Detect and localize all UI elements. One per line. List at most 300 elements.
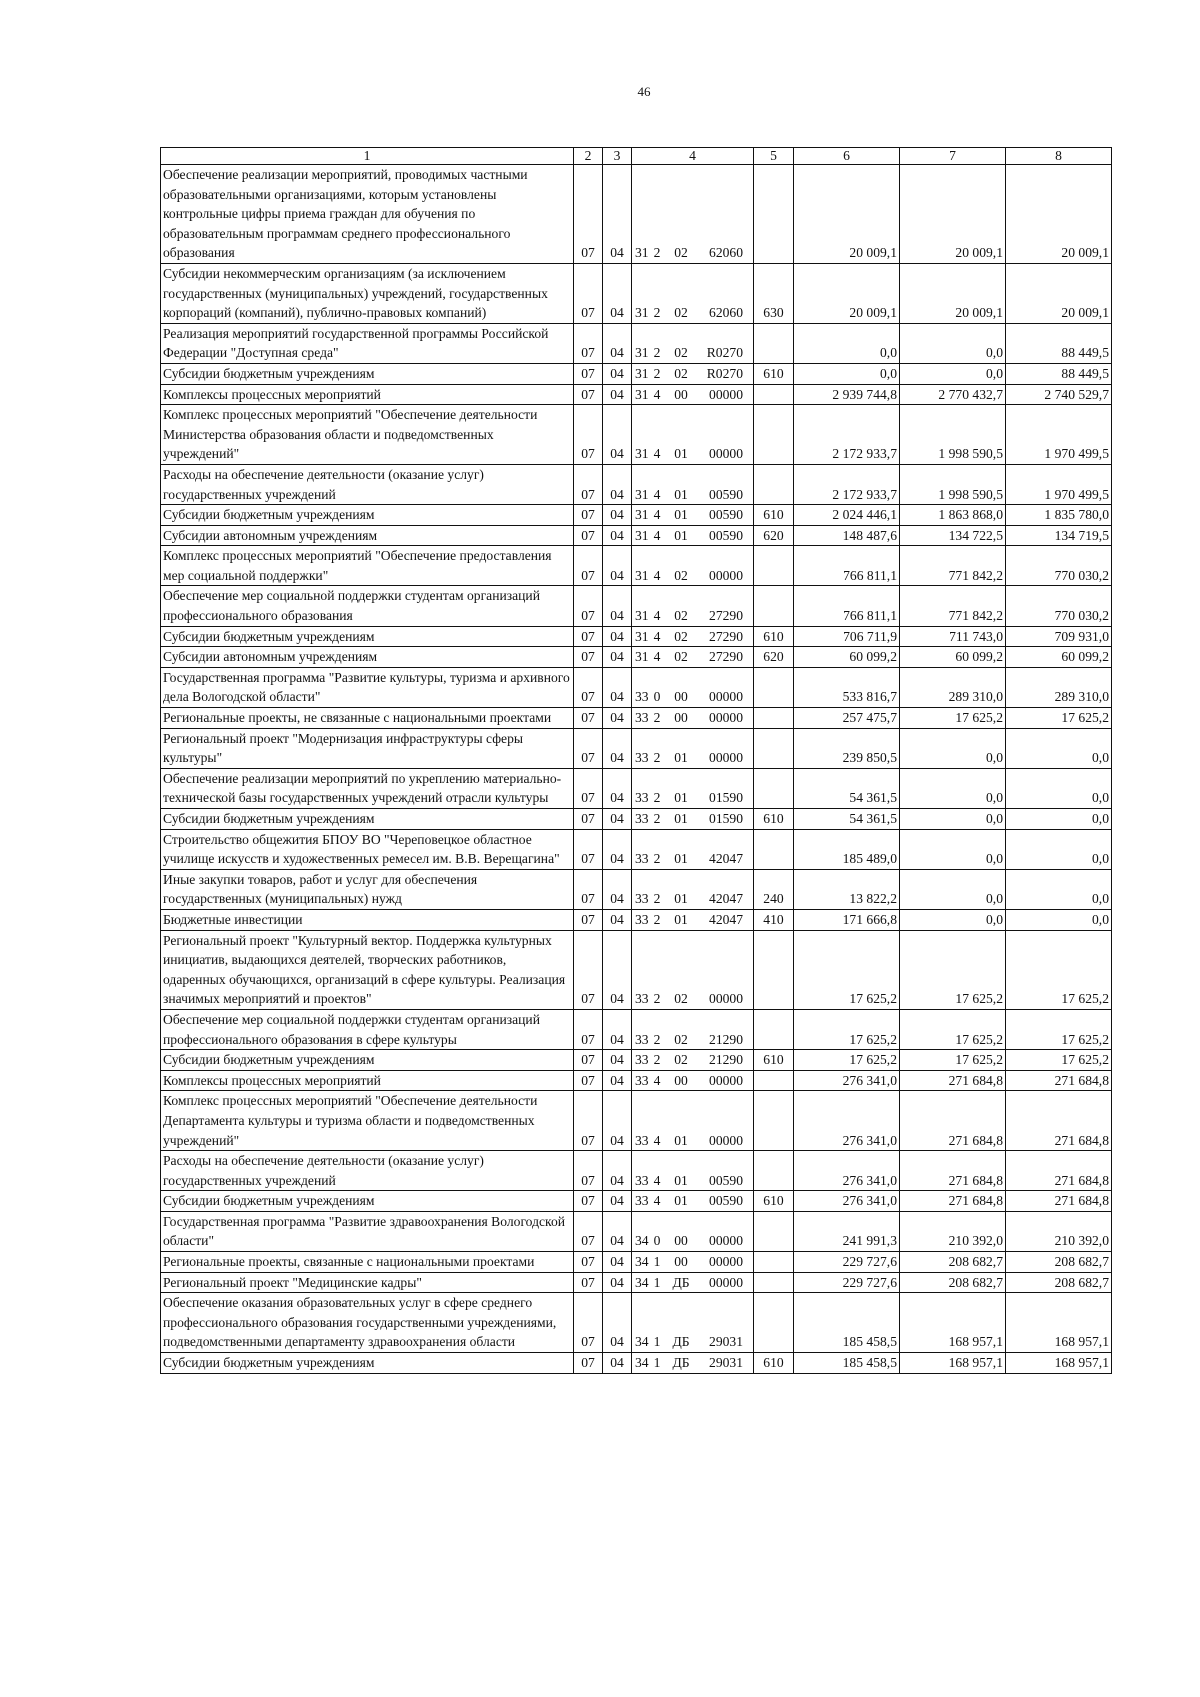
csr-program: 33 [635,1193,649,1209]
csr-type: 2 [653,365,661,381]
table-row [161,1191,1112,1212]
row-amount-7: 168 957,1 [900,1293,1006,1353]
row-subsection: 04 [603,546,632,586]
table-row [161,1009,1112,1049]
row-name: Обеспечение реализации мероприятий по укреплению материально-технической базы государственных учреждений отрасли культуры [161,768,574,808]
csr-sub: 01 [674,911,688,927]
row-target-article [632,1091,754,1151]
row-expense-type [754,1070,794,1091]
csr-direction: 42047 [709,851,743,867]
header-col-7: 7 [900,148,1006,165]
row-section: 07 [574,1009,603,1049]
row-subsection: 04 [603,930,632,1009]
csr-sub: 01 [674,507,688,523]
row-subsection: 04 [603,768,632,808]
csr-sub: 02 [674,649,688,665]
csr-program: 31 [635,365,649,381]
row-amount-7: 0,0 [900,909,1006,930]
row-target-article [632,1272,754,1293]
row-amount-8: 0,0 [1006,728,1112,768]
csr-program: 33 [635,1172,649,1188]
csr-program: 33 [635,991,649,1007]
row-amount-8: 88 449,5 [1006,323,1112,363]
row-name: Строительство общежития БПОУ ВО "Череповецкое областное училище искусств и художественных ремесел им. В.В. Верещагина" [161,829,574,869]
csr-type: 4 [653,608,661,624]
row-amount-8: 1 970 499,5 [1006,405,1112,465]
row-amount-7: 17 625,2 [900,1009,1006,1049]
csr-direction: 00000 [709,1274,743,1290]
row-name: Субсидии некоммерческим организациям (за исключением государственных (муниципальных) учреждений, государственных корпораций (компаний), публично-правовых компаний) [161,263,574,323]
row-name: Обеспечение реализации мероприятий, проводимых частными образовательными организациями, которым установлены контрольные цифры приема граждан для обучения по образовательным программам среднего профессионального образования [161,165,574,264]
csr-type: 1 [653,1274,661,1290]
csr-direction: 21290 [709,1031,743,1047]
row-amount-7: 208 682,7 [900,1272,1006,1293]
csr-type: 2 [653,851,661,867]
csr-direction: R0270 [706,365,743,381]
table-row [161,1252,1112,1273]
csr-program: 31 [635,649,649,665]
row-section: 07 [574,647,603,668]
row-amount-8: 0,0 [1006,809,1112,830]
csr-sub: 01 [674,486,688,502]
row-amount-7: 771 842,2 [900,546,1006,586]
table-row [161,405,1112,465]
table-row [161,1293,1112,1353]
table-row [161,586,1112,626]
csr-program: 34 [635,1274,649,1290]
csr-sub: 01 [674,1193,688,1209]
table-row [161,809,1112,830]
table-row [161,384,1112,405]
csr-sub: 02 [674,1052,688,1068]
row-target-article [632,1070,754,1091]
row-amount-6: 2 172 933,7 [794,405,900,465]
row-amount-6: 185 458,5 [794,1353,900,1374]
row-amount-8: 208 682,7 [1006,1272,1112,1293]
row-name: Региональный проект "Модернизация инфраструктуры сферы культуры" [161,728,574,768]
row-target-article [632,586,754,626]
csr-sub: 00 [674,710,688,726]
budget-table [160,147,1112,1374]
csr-type: 2 [653,750,661,766]
row-subsection: 04 [603,667,632,707]
csr-sub: 02 [674,345,688,361]
row-amount-8: 289 310,0 [1006,667,1112,707]
csr-direction: 29031 [709,1334,743,1350]
row-name: Бюджетные инвестиции [161,909,574,930]
row-amount-8: 60 099,2 [1006,647,1112,668]
table-row [161,1070,1112,1091]
row-section: 07 [574,586,603,626]
row-expense-type: 240 [754,869,794,909]
row-amount-7: 271 684,8 [900,1191,1006,1212]
table-row [161,626,1112,647]
csr-type: 2 [653,1031,661,1047]
row-target-article [632,505,754,526]
csr-direction: 62060 [709,245,743,261]
csr-sub: 02 [674,608,688,624]
header-col-4: 4 [632,148,754,165]
row-amount-6: 229 727,6 [794,1252,900,1273]
row-section: 07 [574,1050,603,1071]
csr-direction: 00590 [709,527,743,543]
csr-program: 34 [635,1233,649,1249]
csr-sub: ДБ [672,1355,690,1371]
row-name: Комплекс процессных мероприятий "Обеспечение предоставления мер социальной поддержки" [161,546,574,586]
row-amount-6: 239 850,5 [794,728,900,768]
csr-sub: ДБ [672,1334,690,1350]
csr-program: 34 [635,1355,649,1371]
row-section: 07 [574,1070,603,1091]
page-number: 46 [637,84,651,99]
row-expense-type [754,829,794,869]
row-amount-8: 208 682,7 [1006,1252,1112,1273]
page-number-wrapper [0,84,1200,100]
header-col-6: 6 [794,148,900,165]
table-row [161,1151,1112,1191]
csr-program: 33 [635,790,649,806]
row-amount-7: 0,0 [900,363,1006,384]
table-row [161,647,1112,668]
csr-program: 31 [635,486,649,502]
row-section: 07 [574,546,603,586]
row-amount-8: 1 970 499,5 [1006,464,1112,504]
row-amount-6: 148 487,6 [794,525,900,546]
row-target-article [632,809,754,830]
csr-direction: 00000 [709,1072,743,1088]
row-expense-type [754,1091,794,1151]
row-amount-6: 54 361,5 [794,809,900,830]
row-section: 07 [574,1252,603,1273]
csr-program: 33 [635,1072,649,1088]
row-name: Обеспечение мер социальной поддержки студентам организаций профессионального образования в сфере культуры [161,1009,574,1049]
header-col-8: 8 [1006,148,1112,165]
row-section: 07 [574,1191,603,1212]
csr-sub: 01 [674,790,688,806]
row-name: Комплекс процессных мероприятий "Обеспечение деятельности Министерства образования области и подведомственных учреждений" [161,405,574,465]
row-name: Расходы на обеспечение деятельности (оказание услуг) государственных учреждений [161,1151,574,1191]
row-name: Иные закупки товаров, работ и услуг для обеспечения государственных (муниципальных) нужд [161,869,574,909]
csr-program: 31 [635,446,649,462]
row-subsection: 04 [603,1211,632,1251]
row-target-article [632,829,754,869]
row-section: 07 [574,728,603,768]
header-col-3: 3 [603,148,632,165]
header-row [161,148,1112,165]
row-subsection: 04 [603,1191,632,1212]
csr-type: 0 [653,1233,661,1249]
row-expense-type [754,1009,794,1049]
row-subsection: 04 [603,1353,632,1374]
csr-type: 2 [653,991,661,1007]
row-expense-type: 620 [754,647,794,668]
row-section: 07 [574,809,603,830]
csr-direction: 00590 [709,486,743,502]
row-name: Региональный проект "Медицинские кадры" [161,1272,574,1293]
row-amount-8: 271 684,8 [1006,1151,1112,1191]
row-amount-7: 17 625,2 [900,708,1006,729]
row-subsection: 04 [603,647,632,668]
header-col-5: 5 [754,148,794,165]
csr-type: 4 [653,386,661,402]
row-subsection: 04 [603,1151,632,1191]
row-expense-type [754,323,794,363]
csr-program: 31 [635,345,649,361]
row-subsection: 04 [603,1009,632,1049]
row-amount-8: 17 625,2 [1006,930,1112,1009]
row-expense-type: 610 [754,505,794,526]
csr-type: 4 [653,1132,661,1148]
csr-direction: 00000 [709,750,743,766]
row-name: Обеспечение оказания образовательных услуг в сфере среднего профессионального образования государственными учреждениями, подведомственными департаменту здравоохранения области [161,1293,574,1353]
row-amount-7: 0,0 [900,809,1006,830]
row-target-article [632,546,754,586]
row-target-article [632,708,754,729]
csr-direction: 27290 [709,608,743,624]
row-target-article [632,626,754,647]
row-target-article [632,1191,754,1212]
row-expense-type: 610 [754,1353,794,1374]
row-amount-6: 276 341,0 [794,1070,900,1091]
row-amount-8: 1 835 780,0 [1006,505,1112,526]
table-row [161,1211,1112,1251]
row-section: 07 [574,405,603,465]
row-section: 07 [574,1293,603,1353]
csr-type: 4 [653,1072,661,1088]
row-subsection: 04 [603,505,632,526]
csr-sub: 01 [674,750,688,766]
csr-sub: 02 [674,567,688,583]
row-section: 07 [574,708,603,729]
row-amount-6: 13 822,2 [794,869,900,909]
row-name: Комплекс процессных мероприятий "Обеспечение деятельности Департамента культуры и туризма области и подведомственных учреждений" [161,1091,574,1151]
row-subsection: 04 [603,165,632,264]
row-amount-7: 17 625,2 [900,930,1006,1009]
row-name: Субсидии бюджетным учреждениям [161,809,574,830]
table-row [161,505,1112,526]
csr-direction: 00000 [709,991,743,1007]
row-expense-type: 610 [754,809,794,830]
csr-sub: 02 [674,305,688,321]
csr-program: 33 [635,891,649,907]
row-target-article [632,525,754,546]
row-amount-8: 709 931,0 [1006,626,1112,647]
csr-direction: 00590 [709,1172,743,1188]
row-section: 07 [574,464,603,504]
row-amount-7: 1 863 868,0 [900,505,1006,526]
row-expense-type [754,728,794,768]
row-amount-6: 0,0 [794,323,900,363]
row-amount-7: 771 842,2 [900,586,1006,626]
row-amount-6: 60 099,2 [794,647,900,668]
csr-sub: 00 [674,1254,688,1270]
csr-direction: 00000 [709,567,743,583]
csr-program: 31 [635,305,649,321]
row-section: 07 [574,363,603,384]
table-body [161,165,1112,1374]
row-target-article [632,384,754,405]
row-expense-type [754,1252,794,1273]
row-target-article [632,667,754,707]
row-name: Региональный проект "Культурный вектор. Поддержка культурных инициатив, выдающихся деятелей, творческих работников, одаренных обучающихся, организаций в сфере культуры. Реализация значимых мероприятий и проектов" [161,930,574,1009]
csr-direction: 00000 [709,446,743,462]
csr-type: 4 [653,1172,661,1188]
row-amount-7: 271 684,8 [900,1151,1006,1191]
row-name: Субсидии бюджетным учреждениям [161,1050,574,1071]
csr-type: 1 [653,1334,661,1350]
csr-sub: 02 [674,245,688,261]
row-amount-7: 0,0 [900,829,1006,869]
csr-direction: 27290 [709,628,743,644]
table-row [161,1353,1112,1374]
table-row [161,363,1112,384]
row-amount-6: 533 816,7 [794,667,900,707]
row-amount-8: 17 625,2 [1006,1009,1112,1049]
csr-program: 33 [635,851,649,867]
row-amount-8: 0,0 [1006,829,1112,869]
csr-program: 31 [635,567,649,583]
header-col-2: 2 [574,148,603,165]
csr-program: 34 [635,1254,649,1270]
row-name: Субсидии автономным учреждениям [161,525,574,546]
csr-program: 31 [635,608,649,624]
row-amount-7: 271 684,8 [900,1091,1006,1151]
row-amount-6: 20 009,1 [794,263,900,323]
row-expense-type [754,464,794,504]
row-target-article [632,263,754,323]
row-amount-6: 20 009,1 [794,165,900,264]
row-name: Комплексы процессных мероприятий [161,384,574,405]
table-row [161,165,1112,264]
row-target-article [632,165,754,264]
row-amount-7: 17 625,2 [900,1050,1006,1071]
row-subsection: 04 [603,626,632,647]
csr-sub: 01 [674,446,688,462]
row-amount-8: 271 684,8 [1006,1191,1112,1212]
row-amount-7: 2 770 432,7 [900,384,1006,405]
row-amount-7: 711 743,0 [900,626,1006,647]
row-section: 07 [574,165,603,264]
row-section: 07 [574,505,603,526]
row-amount-6: 2 172 933,7 [794,464,900,504]
row-amount-7: 60 099,2 [900,647,1006,668]
row-expense-type [754,1293,794,1353]
row-expense-type: 610 [754,1050,794,1071]
row-amount-6: 17 625,2 [794,1050,900,1071]
row-section: 07 [574,909,603,930]
row-amount-8: 20 009,1 [1006,263,1112,323]
row-expense-type [754,165,794,264]
row-name: Расходы на обеспечение деятельности (оказание услуг) государственных учреждений [161,464,574,504]
csr-type: 1 [653,1355,661,1371]
row-subsection: 04 [603,464,632,504]
row-amount-7: 271 684,8 [900,1070,1006,1091]
row-amount-6: 241 991,3 [794,1211,900,1251]
csr-direction: 42047 [709,911,743,927]
csr-type: 4 [653,567,661,583]
row-expense-type [754,667,794,707]
csr-direction: 62060 [709,305,743,321]
csr-sub: 01 [674,891,688,907]
row-expense-type [754,384,794,405]
row-subsection: 04 [603,1272,632,1293]
row-subsection: 04 [603,586,632,626]
row-target-article [632,647,754,668]
csr-type: 2 [653,811,661,826]
row-amount-6: 229 727,6 [794,1272,900,1293]
csr-type: 0 [653,689,661,705]
row-subsection: 04 [603,728,632,768]
row-subsection: 04 [603,909,632,930]
csr-type: 4 [653,527,661,543]
row-section: 07 [574,1211,603,1251]
row-amount-7: 168 957,1 [900,1353,1006,1374]
row-amount-8: 271 684,8 [1006,1070,1112,1091]
csr-program: 33 [635,710,649,726]
row-amount-8: 0,0 [1006,768,1112,808]
csr-sub: 00 [674,1072,688,1088]
row-amount-7: 20 009,1 [900,263,1006,323]
row-expense-type: 610 [754,363,794,384]
row-section: 07 [574,323,603,363]
csr-direction: 00590 [709,507,743,523]
row-subsection: 04 [603,323,632,363]
row-subsection: 04 [603,1252,632,1273]
row-amount-6: 54 361,5 [794,768,900,808]
csr-type: 4 [653,446,661,462]
row-name: Государственная программа "Развитие здравоохранения Вологодской области" [161,1211,574,1251]
row-section: 07 [574,1272,603,1293]
header-col-1: 1 [161,148,574,165]
row-amount-8: 210 392,0 [1006,1211,1112,1251]
table-row [161,464,1112,504]
row-amount-6: 171 666,8 [794,909,900,930]
row-subsection: 04 [603,829,632,869]
csr-type: 2 [653,305,661,321]
csr-program: 31 [635,507,649,523]
row-amount-8: 168 957,1 [1006,1293,1112,1353]
row-expense-type: 620 [754,525,794,546]
row-name: Региональные проекты, связанные с национальными проектами [161,1252,574,1273]
row-amount-8: 0,0 [1006,869,1112,909]
csr-program: 33 [635,1031,649,1047]
row-amount-7: 0,0 [900,768,1006,808]
row-subsection: 04 [603,525,632,546]
row-amount-8: 168 957,1 [1006,1353,1112,1374]
row-name: Региональные проекты, не связанные с национальными проектами [161,708,574,729]
csr-program: 33 [635,689,649,705]
csr-sub: ДБ [672,1274,690,1290]
row-amount-6: 257 475,7 [794,708,900,729]
csr-type: 2 [653,245,661,261]
row-target-article [632,405,754,465]
row-expense-type: 610 [754,626,794,647]
row-expense-type [754,586,794,626]
row-target-article [632,1009,754,1049]
row-amount-7: 134 722,5 [900,525,1006,546]
row-expense-type [754,930,794,1009]
row-subsection: 04 [603,1050,632,1071]
csr-program: 31 [635,386,649,402]
row-name: Субсидии бюджетным учреждениям [161,363,574,384]
csr-type: 4 [653,1193,661,1209]
row-section: 07 [574,829,603,869]
row-expense-type [754,1272,794,1293]
row-target-article [632,1293,754,1353]
csr-sub: 00 [674,386,688,402]
csr-direction: 00000 [709,710,743,726]
row-subsection: 04 [603,869,632,909]
